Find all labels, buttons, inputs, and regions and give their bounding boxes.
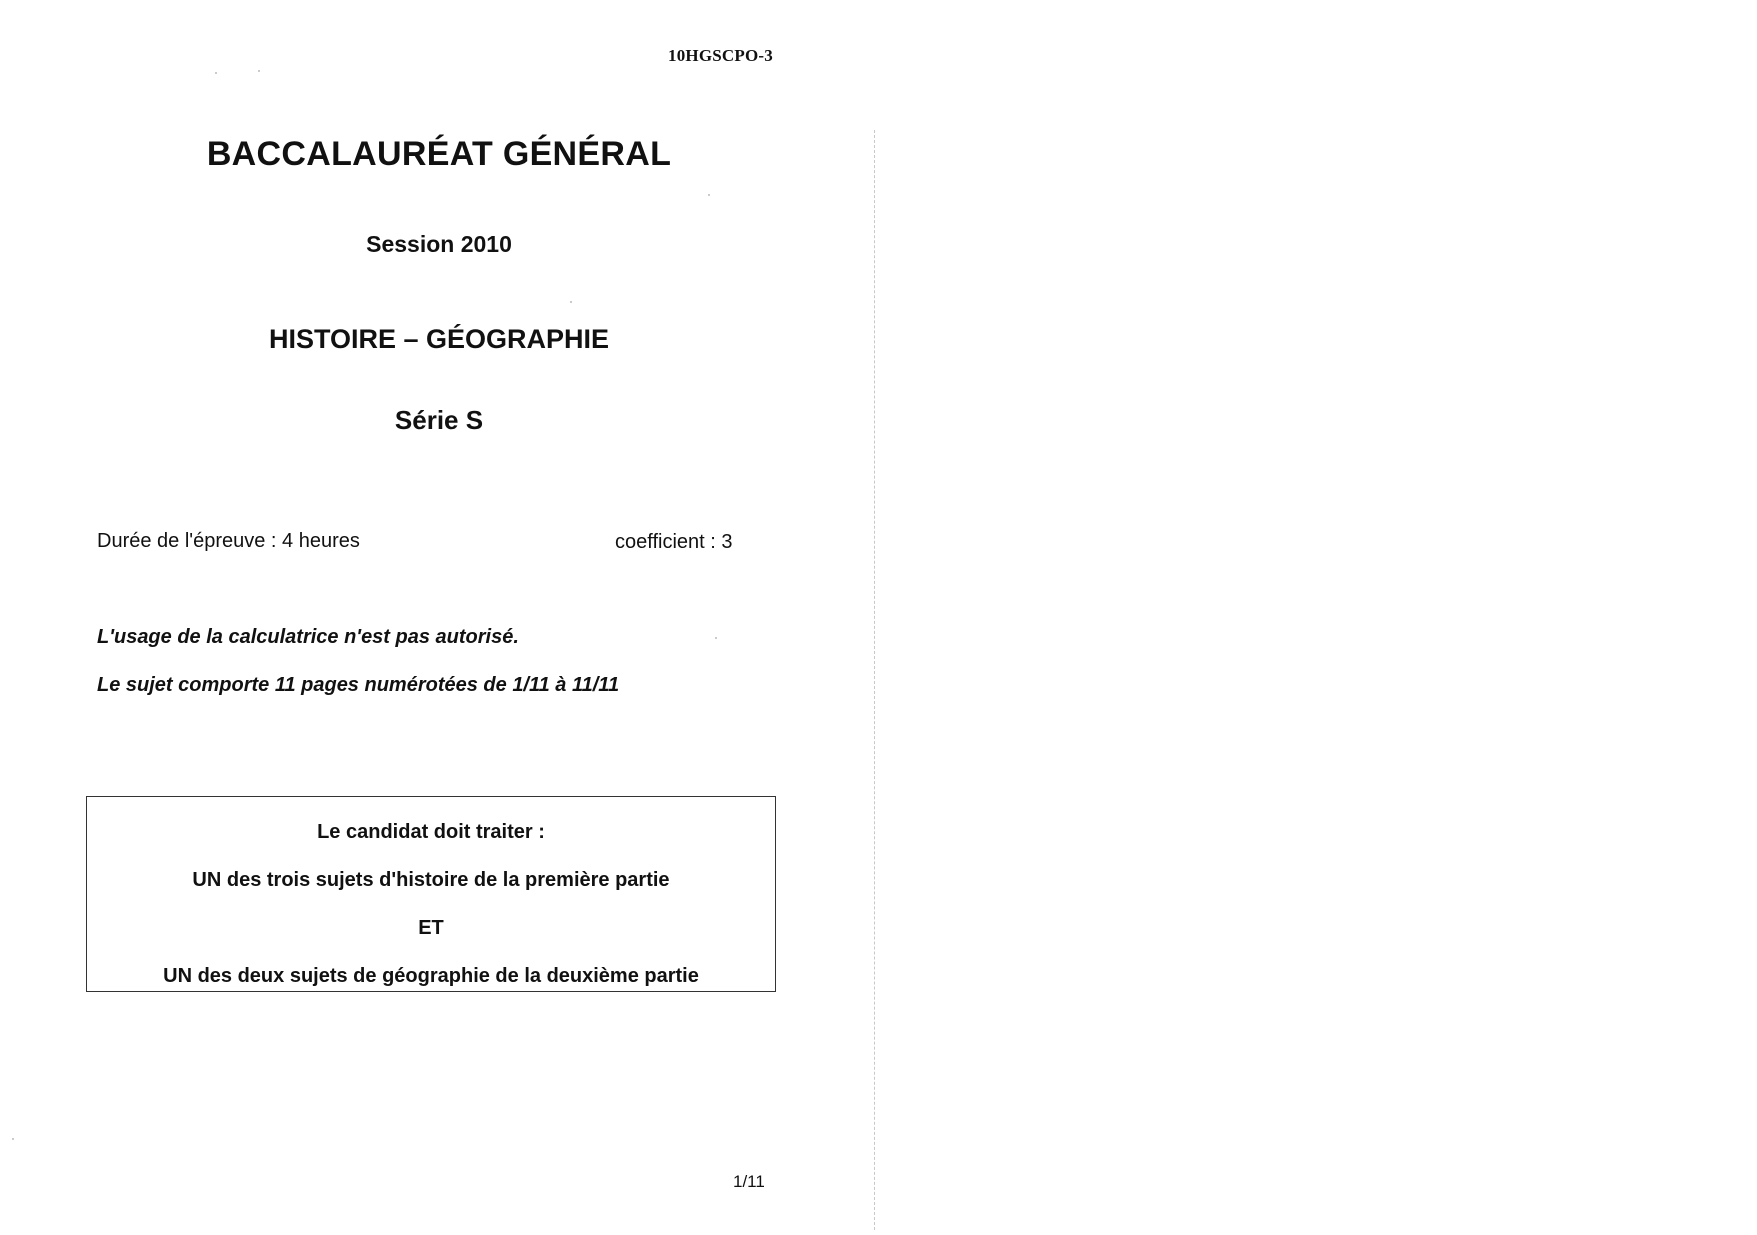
exam-title: BACCALAURÉAT GÉNÉRAL xyxy=(206,135,672,173)
series-label: Série S xyxy=(394,405,484,435)
scan-speck xyxy=(708,194,710,196)
scan-speck xyxy=(12,1138,14,1140)
scan-fold-line xyxy=(874,130,875,1230)
subject-title: HISTOIRE – GÉOGRAPHIE xyxy=(268,324,610,354)
instructions-geography: UN des deux sujets de géographie de la deuxième partie xyxy=(163,965,699,987)
calculator-notice: L'usage de la calculatrice n'est pas autorisé. xyxy=(97,626,519,648)
session-label: Session 2010 xyxy=(366,231,512,257)
instructions-intro: Le candidat doit traiter : xyxy=(317,821,545,843)
page-number: 1/11 xyxy=(733,1172,765,1191)
scan-speck xyxy=(215,72,217,74)
duration-text: Durée de l'épreuve : 4 heures xyxy=(97,530,360,552)
instructions-box xyxy=(86,796,776,992)
scan-speck xyxy=(258,70,260,72)
page-count-notice: Le sujet comporte 11 pages numérotées de 1/11 à 11/11 xyxy=(97,674,620,696)
exam-code: 10HGSCPO-3 xyxy=(668,46,773,65)
scan-speck xyxy=(570,301,572,303)
scan-speck xyxy=(715,637,717,639)
instructions-history: UN des trois sujets d'histoire de la première partie xyxy=(192,869,670,891)
instructions-and: ET xyxy=(418,917,444,939)
coefficient-text: coefficient : 3 xyxy=(615,531,733,553)
